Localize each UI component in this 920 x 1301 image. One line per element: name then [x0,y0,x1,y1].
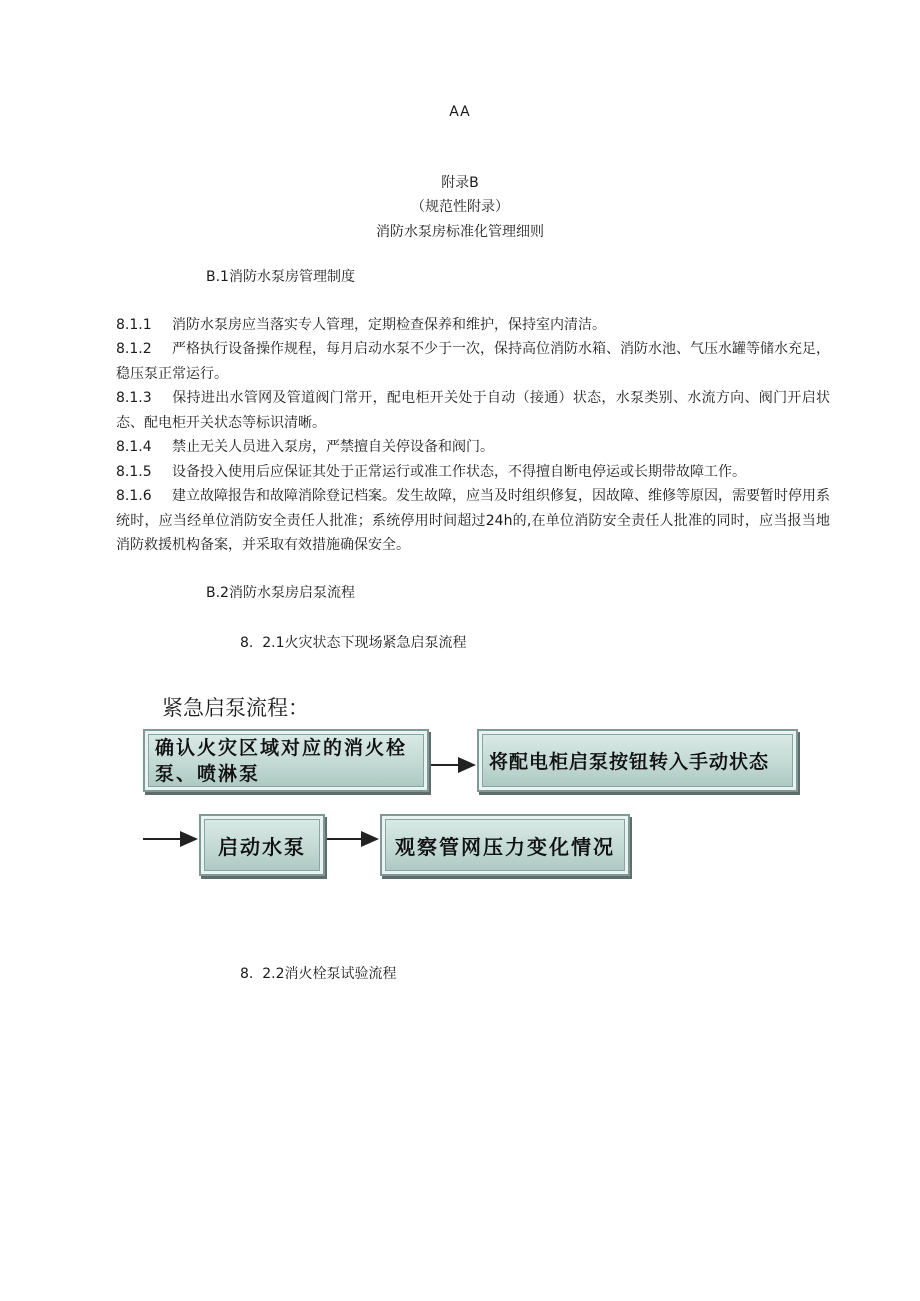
flow-step-label: 观察管网压力变化情况 [395,834,615,859]
clause-number: 8.1.6 [116,488,152,504]
flow-step-switch-manual [477,729,798,792]
flow-step-label: 确认火灾区域对应的消火栓泵、喷淋泵 [155,736,408,785]
clause-number: 8.1.5 [116,464,152,480]
appendix-name: 消防水泵房标准化管理细则 [376,224,544,240]
clause-text: 建立故障报告和故障消除登记档案。发生故障，应当及时组织修复，因故障、维修等原因，需要暂时停用系统时，应当经单位消防安全责任人批准；系统停用时间超过24h的,在单位消防安全责任人批准的同时，应当报当地消防救援机构备案，并采取有效措施确保安全。 [116,488,830,553]
header-mark: AA [449,104,471,120]
flowchart-title: 紧急启泵流程： [162,696,309,720]
clause-number: 8.1.2 [116,341,152,357]
clause-text: 保持进出水管网及管道阀门常开，配电柜开关处于自动（接通）状态，水泵类别、水流方向、阀门开启状态、配电柜开关状态等标识清晰。 [116,390,830,431]
flow-step-confirm-fire-area [143,729,429,792]
appendix-title: 附录B [441,175,479,191]
clause-text: 消防水泵房应当落实专人管理，定期检查保养和维护，保持室内清洁。 [172,317,606,333]
section-b1-heading: B.1消防水泵房管理制度 [206,269,355,285]
subsection-8-2-2: 8. 2.2消火栓泵试验流程 [240,966,397,982]
clause-number: 8.1.4 [116,439,152,455]
clause-text: 禁止无关人员进入泵房，严禁擅自关停设备和阀门。 [172,439,494,455]
clause-text: 严格执行设备操作规程，每月启动水泵不少于一次，保持高位消防水箱、消防水池、气压水罐等储水充足，稳压泵正常运行。 [116,341,830,382]
clause-number: 8.1.3 [116,390,152,406]
subsection-8-2-1: 8. 2.1火灾状态下现场紧急启泵流程 [240,635,467,651]
clause-text: 设备投入使用后应保证其处于正常运行或准工作状态，不得擅自断电停运或长期带故障工作。 [172,464,746,480]
appendix-subtitle: （规范性附录） [411,199,509,215]
flow-step-observe-pressure [380,814,630,876]
clause-number: 8.1.1 [116,317,152,333]
flow-step-label: 启动水泵 [218,834,306,859]
flow-step-start-pump [199,814,325,876]
flow-step-label: 将配电柜启泵按钮转入手动状态 [489,751,770,773]
section-b2-heading: B.2消防水泵房启泵流程 [206,585,355,601]
